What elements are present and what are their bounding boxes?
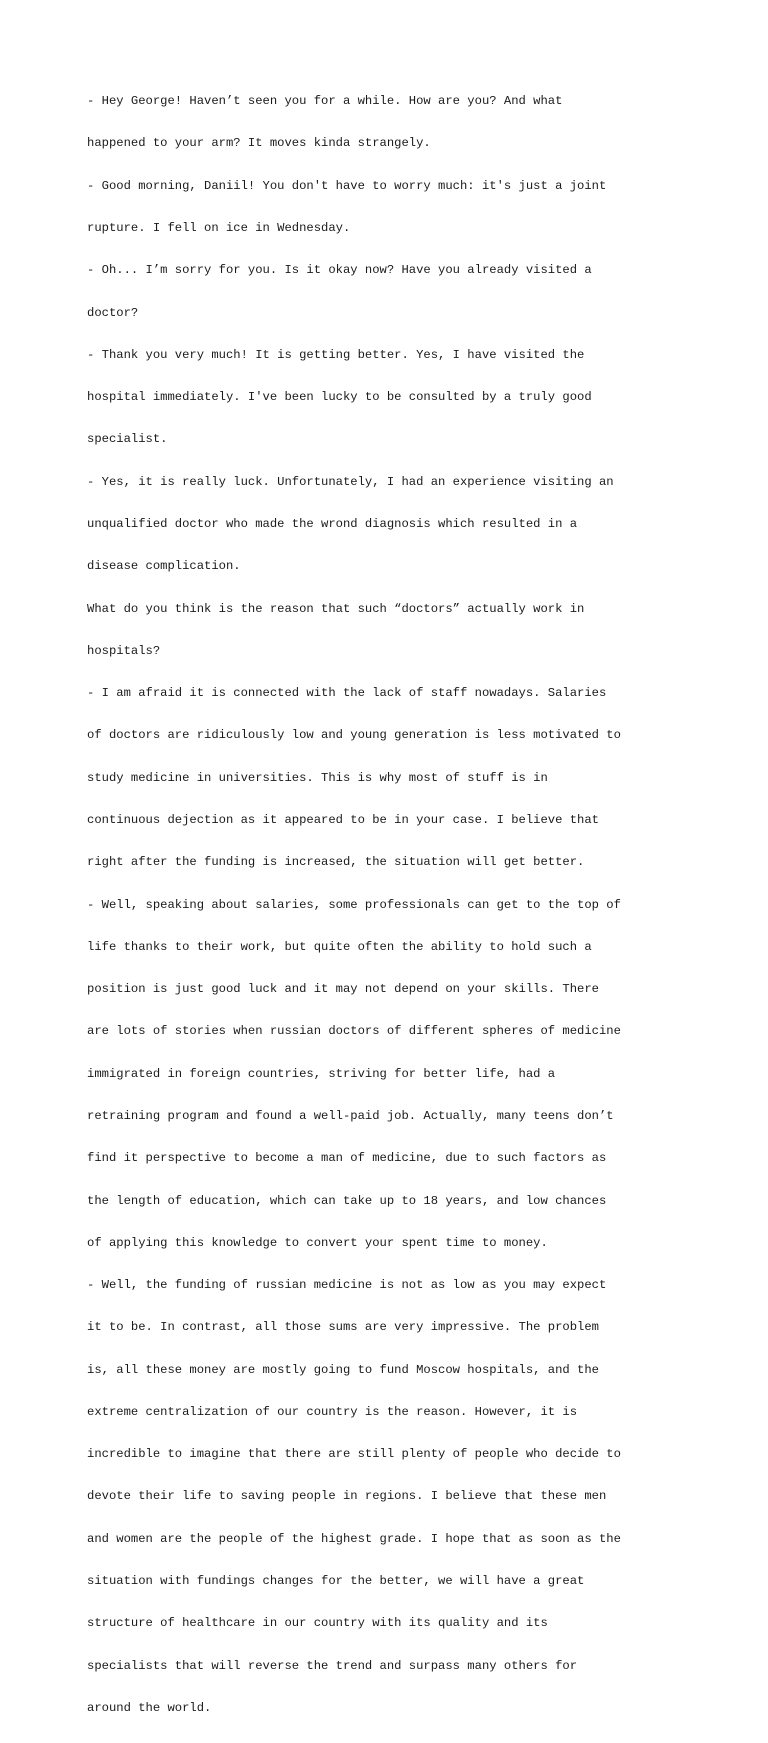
- text-line: extreme centralization of our country is the reason. However, it is: [87, 1404, 578, 1419]
- text-line: devote their life to saving people in regions. I believe that these men: [87, 1489, 607, 1504]
- text-line: is, all these money are mostly going to fund Moscow hospitals, and the: [87, 1362, 599, 1377]
- text-line: life thanks to their work, but quite often the ability to hold such a: [87, 939, 592, 954]
- text-line: position is just good luck and it may not depend on your skills. There: [87, 982, 599, 997]
- text-line: unqualified doctor who made the wrond diagnosis which resulted in a: [87, 517, 578, 531]
- text-line: - I am afraid it is connected with the lack of staff nowadays. Salaries: [87, 686, 607, 701]
- text-line: around the world.: [87, 1700, 212, 1715]
- text-line: hospitals?: [87, 643, 161, 658]
- text-line: - Oh... I’m sorry for you. Is it okay now? Have you already visited a: [87, 263, 592, 278]
- text-line: - Well, speaking about salaries, some professionals can get to the top of: [87, 897, 621, 912]
- text-line: it to be. In contrast, all those sums are very impressive. The problem: [87, 1320, 599, 1335]
- text-line: - Hey George! Haven’t seen you for a while. How are you? And what: [87, 94, 563, 109]
- text-line: rupture. I fell on ice in Wednesday.: [87, 221, 351, 236]
- text-line: What do you think is the reason that such “doctors” actually work in: [87, 601, 585, 616]
- text-line: hospital immediately. I've been lucky to be consulted by a truly good: [87, 390, 592, 405]
- text-line: - Yes, it is really luck. Unfortunately, I had an experience visiting an: [87, 474, 614, 489]
- text-line: - Good morning, Daniil! You don't have to worry much: it's just a joint: [87, 178, 607, 193]
- text-line: right after the funding is increased, the situation will get better.: [87, 855, 585, 870]
- text-line: structure of healthcare in our country with its quality and its: [87, 1616, 548, 1631]
- text-line: study medicine in universities. This is why most of stuff is in: [87, 770, 548, 785]
- text-line: immigrated in foreign countries, striving for better life, had a: [87, 1066, 556, 1081]
- text-line: - Thank you very much! It is getting better. Yes, I have visited the: [87, 347, 585, 362]
- dialogue-text: [87, 66, 697, 1743]
- text-line: situation with fundings changes for the better, we will have a great: [87, 1574, 585, 1589]
- text-line: the length of education, which can take up to 18 years, and low chances: [87, 1193, 607, 1208]
- text-line: incredible to imagine that there are still plenty of people who decide to: [87, 1447, 621, 1462]
- text-line: of doctors are ridiculously low and young generation is less motivated to: [87, 728, 621, 743]
- text-line: disease complication.: [87, 559, 241, 574]
- text-line: doctor?: [87, 305, 139, 320]
- text-line: continuous dejection as it appeared to be in your case. I believe that: [87, 812, 599, 827]
- text-line: happened to your arm? It moves kinda strangely.: [87, 136, 431, 151]
- text-line: retraining program and found a well-paid job. Actually, many teens don’t: [87, 1108, 614, 1123]
- text-line: specialists that will reverse the trend and surpass many others for: [87, 1658, 578, 1673]
- text-line: specialist.: [87, 432, 168, 447]
- text-line: - Well, the funding of russian medicine is not as low as you may expect: [87, 1278, 607, 1293]
- text-line: find it perspective to become a man of medicine, due to such factors as: [87, 1151, 607, 1166]
- text-line: are lots of stories when russian doctors of different spheres of medicine: [87, 1024, 621, 1039]
- text-line: of applying this knowledge to convert your spent time to money.: [87, 1235, 548, 1250]
- text-line: and women are the people of the highest grade. I hope that as soon as the: [87, 1531, 621, 1546]
